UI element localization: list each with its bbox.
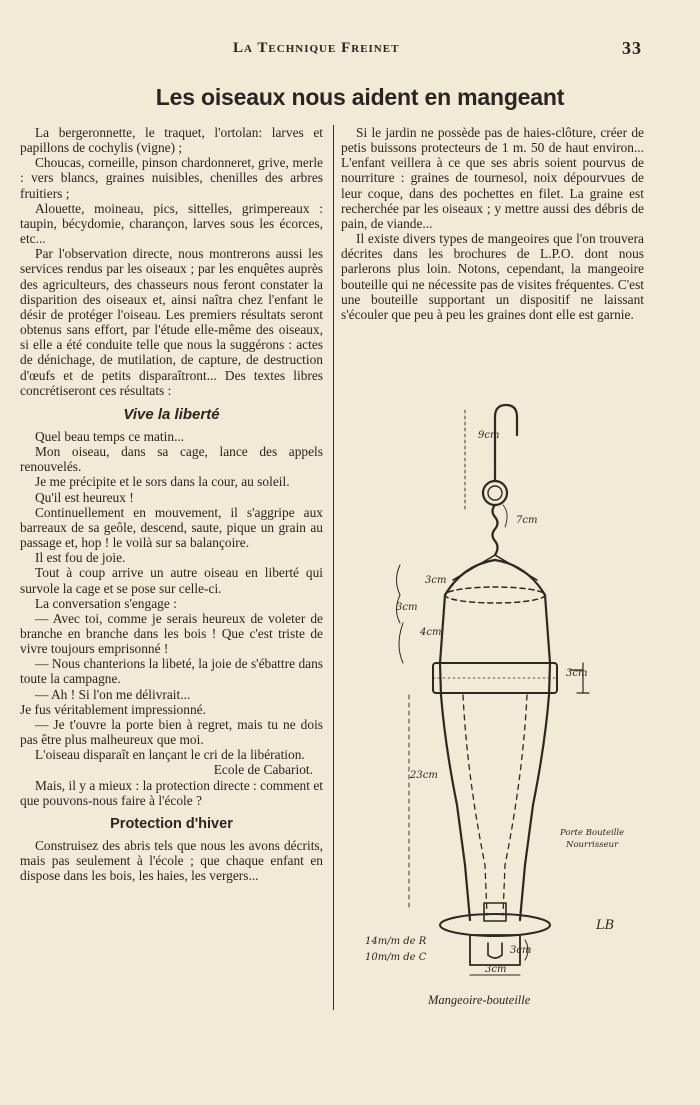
figure-caption: Mangeoire-bouteille <box>428 993 531 1007</box>
dimension-label: 23cm <box>410 770 438 781</box>
story-line: — Nous chanterions la libeté, la joie de s'ébattre dans toute la campagne. <box>20 656 323 687</box>
left-column <box>20 125 323 884</box>
artist-initials: LB <box>596 918 615 933</box>
story-line: — Ah ! Si l'on me délivrait... <box>35 686 191 702</box>
paragraph: La bergeronnette, le traquet, l'ortolan: larves et papillons de cochylis (vigne) ; <box>20 125 323 156</box>
dimension-label: 14m/m de R <box>365 936 427 947</box>
bottle-feeder-drawing <box>345 395 675 1005</box>
paragraph: Choucas, corneille, pinson chardonneret, grive, merle : vers blancs, graines nuisibles, chenilles des arbres fruitiers ; <box>20 155 323 201</box>
dimension-label: 3cm <box>425 575 447 586</box>
story-line: Il est fou de joie. <box>35 550 126 566</box>
dimension-label: 3cm <box>566 668 588 679</box>
section-heading: Protection d'hiver <box>110 815 233 832</box>
bottle-feeder-diagram <box>345 395 675 1005</box>
holder-label: Porte Bouteille <box>560 828 625 838</box>
dimension-label: 3cm <box>485 964 507 975</box>
journal-title: La Technique Freinet <box>233 40 400 56</box>
story-line: Continuellement en mouvement, il s'aggripe aux barreaux de sa geôle, descend, saute, pique un grain au passage et, hop ! le voilà sur sa balançoire. <box>20 504 323 551</box>
paragraph: Construisez des abris tels que nous les avons décrits, mais pas seulement à l'école ; que chaque enfant en dispose dans les bois, les haies, les vergers... <box>20 838 323 884</box>
story-line: Je me précipite et le sors dans la cour, au soleil. <box>35 474 290 490</box>
column-rule <box>333 125 334 1010</box>
paragraph: Mais, il y a mieux : la protection directe : comment et que pouvons-nous faire à l'école ? <box>20 777 323 808</box>
right-column <box>341 125 644 322</box>
signature: Ecole de Cabariot. <box>213 762 313 778</box>
dimension-label: 7cm <box>516 515 538 526</box>
dimension-label: 9cm <box>478 430 500 441</box>
story-line: Quel beau temps ce matin... <box>35 428 185 444</box>
story-line: Tout à coup arrive un autre oiseau en liberté qui survole la cage et se pose sur celle-ci. <box>20 565 323 596</box>
story-line: Qu'il est heureux ! <box>35 489 134 505</box>
dimension-label: 3cm <box>396 602 418 613</box>
story-line: La conversation s'engage : <box>35 595 177 611</box>
paragraph: Si le jardin ne possède pas de haies-clôture, créer de petis buissons protecteurs de 1 m. 50 de haut environ... L'enfant veillera à ce que ses abris soient pourvus de nourriture : graines de tournesol, noix dépourvues de leur coque, dans des pochettes en filet. La graine est recherchée par les oiseaux ; y mettre aussi des débris de pain, de viande... <box>341 125 644 231</box>
dimension-label: 4cm <box>420 627 442 638</box>
story-line: Mon oiseau, dans sa cage, lance des appels renouvelés. <box>20 444 323 475</box>
paragraph: Alouette, moineau, pics, sittelles, grimpereaux : taupin, bécydomie, charançon, larves sous les écorces, etc... <box>20 200 323 247</box>
story-line: Je fus véritablement impressionné. <box>20 701 206 717</box>
dimension-label: 3cm <box>510 945 532 956</box>
story-line: — Avec toi, comme je serais heureux de voleter de branche en branche dans les bois ! Que c'est triste de vivre toujours emprisonné ! <box>20 610 323 657</box>
story-line: — Je t'ouvre la porte bien à regret, mais tu ne dois pas être plus malheureux que moi. <box>20 716 323 748</box>
page-number: 33 <box>622 38 642 58</box>
article-title: Les oiseaux nous aident en mangeant <box>155 84 565 110</box>
holder-label: Nourrisseur <box>566 840 619 850</box>
paragraph: Par l'observation directe, nous montrerons aussi les services rendus par les oiseaux ; par les enquêtes auprès des agriculteurs, des chasseurs nous feront constater la disparition des oiseaux et, ainsi naîtra chez l'enfant le désir de protéger l'oiseau. Les premiers résultats seront obtenus sans effort, par l'étude elle-même des oiseaux, si elle a été conduite telle que nous la suggérons : actes de dénichage, de mutilation, de capture, de destruction d'œufs et de petits disparaîtront... Des textes libres concrétiseront ces résultats : <box>20 246 323 398</box>
story-line: L'oiseau disparaît en lançant le cri de la libération. <box>35 747 305 763</box>
section-heading: Vive la liberté <box>123 405 220 423</box>
dimension-label: 10m/m de C <box>365 952 427 963</box>
paragraph: Il existe divers types de mangeoires que l'on trouvera décrites dans les brochures de L.P.O. dont nous parlerons plus loin. Notons, cependant, la mangeoire bouteille qui ne nécessite pas de visites fréquentes. C'est une bouteille supportant un dispositif ne laissant s'écouler que peu à peu les graines dont elle est garnie. <box>341 231 644 322</box>
